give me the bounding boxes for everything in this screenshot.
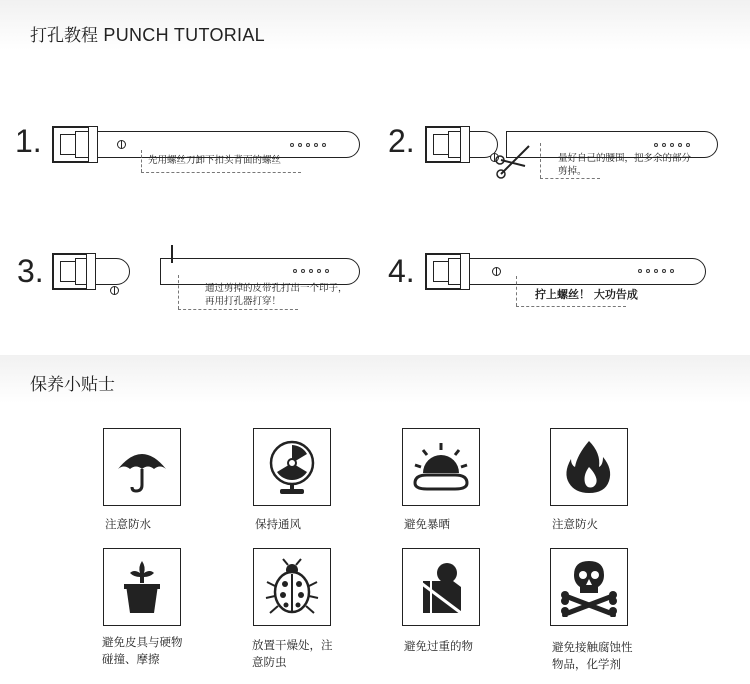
punch-marker [171, 245, 173, 263]
fan-icon [262, 437, 322, 497]
care-label-line: 避免皮具与硬物 [102, 635, 183, 649]
step-number: 4. [388, 253, 415, 289]
plant-pot-icon [112, 557, 172, 617]
step-note: 拧上螺丝！ 大功告成 [535, 288, 638, 301]
care-header-band [0, 355, 750, 403]
care-tile-fire [550, 428, 628, 506]
care-label-line: 放置干燥处，注 [252, 638, 333, 652]
belt-hole [322, 143, 326, 147]
belt-hole [301, 269, 305, 273]
belt-hole [654, 143, 658, 147]
belt-strap [448, 258, 706, 285]
umbrella-icon [112, 437, 172, 497]
step-number: 3. [17, 253, 44, 289]
step-note: 通过剪掉的皮带孔打出一个印子， [205, 283, 348, 294]
care-label: 注意防水 [105, 517, 151, 531]
screw-icon [110, 286, 119, 295]
care-tile-corrosive [550, 548, 628, 626]
ladybug-icon [261, 556, 323, 618]
belt-hole [654, 269, 658, 273]
care-label [552, 639, 633, 673]
callout-line [516, 276, 517, 306]
belt-loop [88, 126, 98, 163]
tutorial-title [30, 21, 265, 46]
belt-hole [646, 269, 650, 273]
callout-line [178, 275, 179, 309]
care-label: 保持通风 [255, 517, 301, 531]
step-number: 2. [388, 123, 415, 159]
step-number: 1. [15, 123, 42, 159]
scissors-icon [495, 140, 535, 180]
care-title: 保养小贴士 [30, 375, 115, 395]
belt-hole [678, 143, 682, 147]
heavy-box-icon [411, 557, 471, 617]
belt-hole [293, 269, 297, 273]
step-note: 再用打孔器打穿！ [205, 296, 282, 307]
belt-hole [314, 143, 318, 147]
belt-hole [638, 269, 642, 273]
callout-line [178, 309, 298, 310]
belt-hole [670, 143, 674, 147]
belt-loop [86, 253, 96, 290]
care-label [252, 637, 333, 671]
care-tile-water [103, 428, 181, 506]
callout-line [141, 150, 142, 172]
belt-strap-cut [160, 258, 360, 285]
belt-hole [306, 143, 310, 147]
belt-hole [325, 269, 329, 273]
belt-hole [309, 269, 313, 273]
care-label-line: 意防虫 [252, 655, 287, 669]
care-tile-sun [402, 428, 480, 506]
care-label-line: 碰撞、摩擦 [102, 652, 160, 666]
belt-hole [670, 269, 674, 273]
screw-icon [492, 267, 501, 276]
callout-line [141, 172, 301, 173]
belt-hole [298, 143, 302, 147]
callout-line [516, 306, 626, 307]
sun-icon [409, 437, 473, 497]
tutorial-title-en: PUNCH TUTORIAL [103, 25, 265, 45]
care-label-line: 避免接触腐蚀性 [552, 640, 633, 654]
belt-loop [460, 126, 470, 163]
skull-icon [558, 557, 620, 617]
tutorial-header-band [0, 0, 750, 50]
care-tile-ventilate [253, 428, 331, 506]
belt-hole [662, 143, 666, 147]
care-tile-insects [253, 548, 331, 626]
belt-loop [460, 253, 470, 290]
belt-hole [290, 143, 294, 147]
care-label [102, 634, 183, 668]
callout-line [540, 178, 600, 179]
care-label: 避免过重的物 [404, 639, 473, 653]
tutorial-title-cn: 打孔教程 [30, 26, 98, 46]
care-tile-heavy [402, 548, 480, 626]
belt-strap-short [75, 258, 130, 285]
care-label-line: 物品，化学剂 [552, 657, 621, 671]
belt-hole [686, 143, 690, 147]
step-note: 先用螺丝刀卸下扣头背面的螺丝 [148, 155, 282, 166]
callout-line [540, 143, 541, 178]
fire-icon [559, 437, 619, 497]
screw-icon [117, 140, 126, 149]
care-label: 避免暴晒 [404, 517, 450, 531]
belt-hole [662, 269, 666, 273]
step-note: 剪掉。 [558, 166, 587, 177]
belt-hole [317, 269, 321, 273]
care-label: 注意防火 [552, 517, 598, 531]
step-note: 量好自己的腰围，把多余的部分 [558, 153, 692, 164]
care-tile-hard-objects [103, 548, 181, 626]
